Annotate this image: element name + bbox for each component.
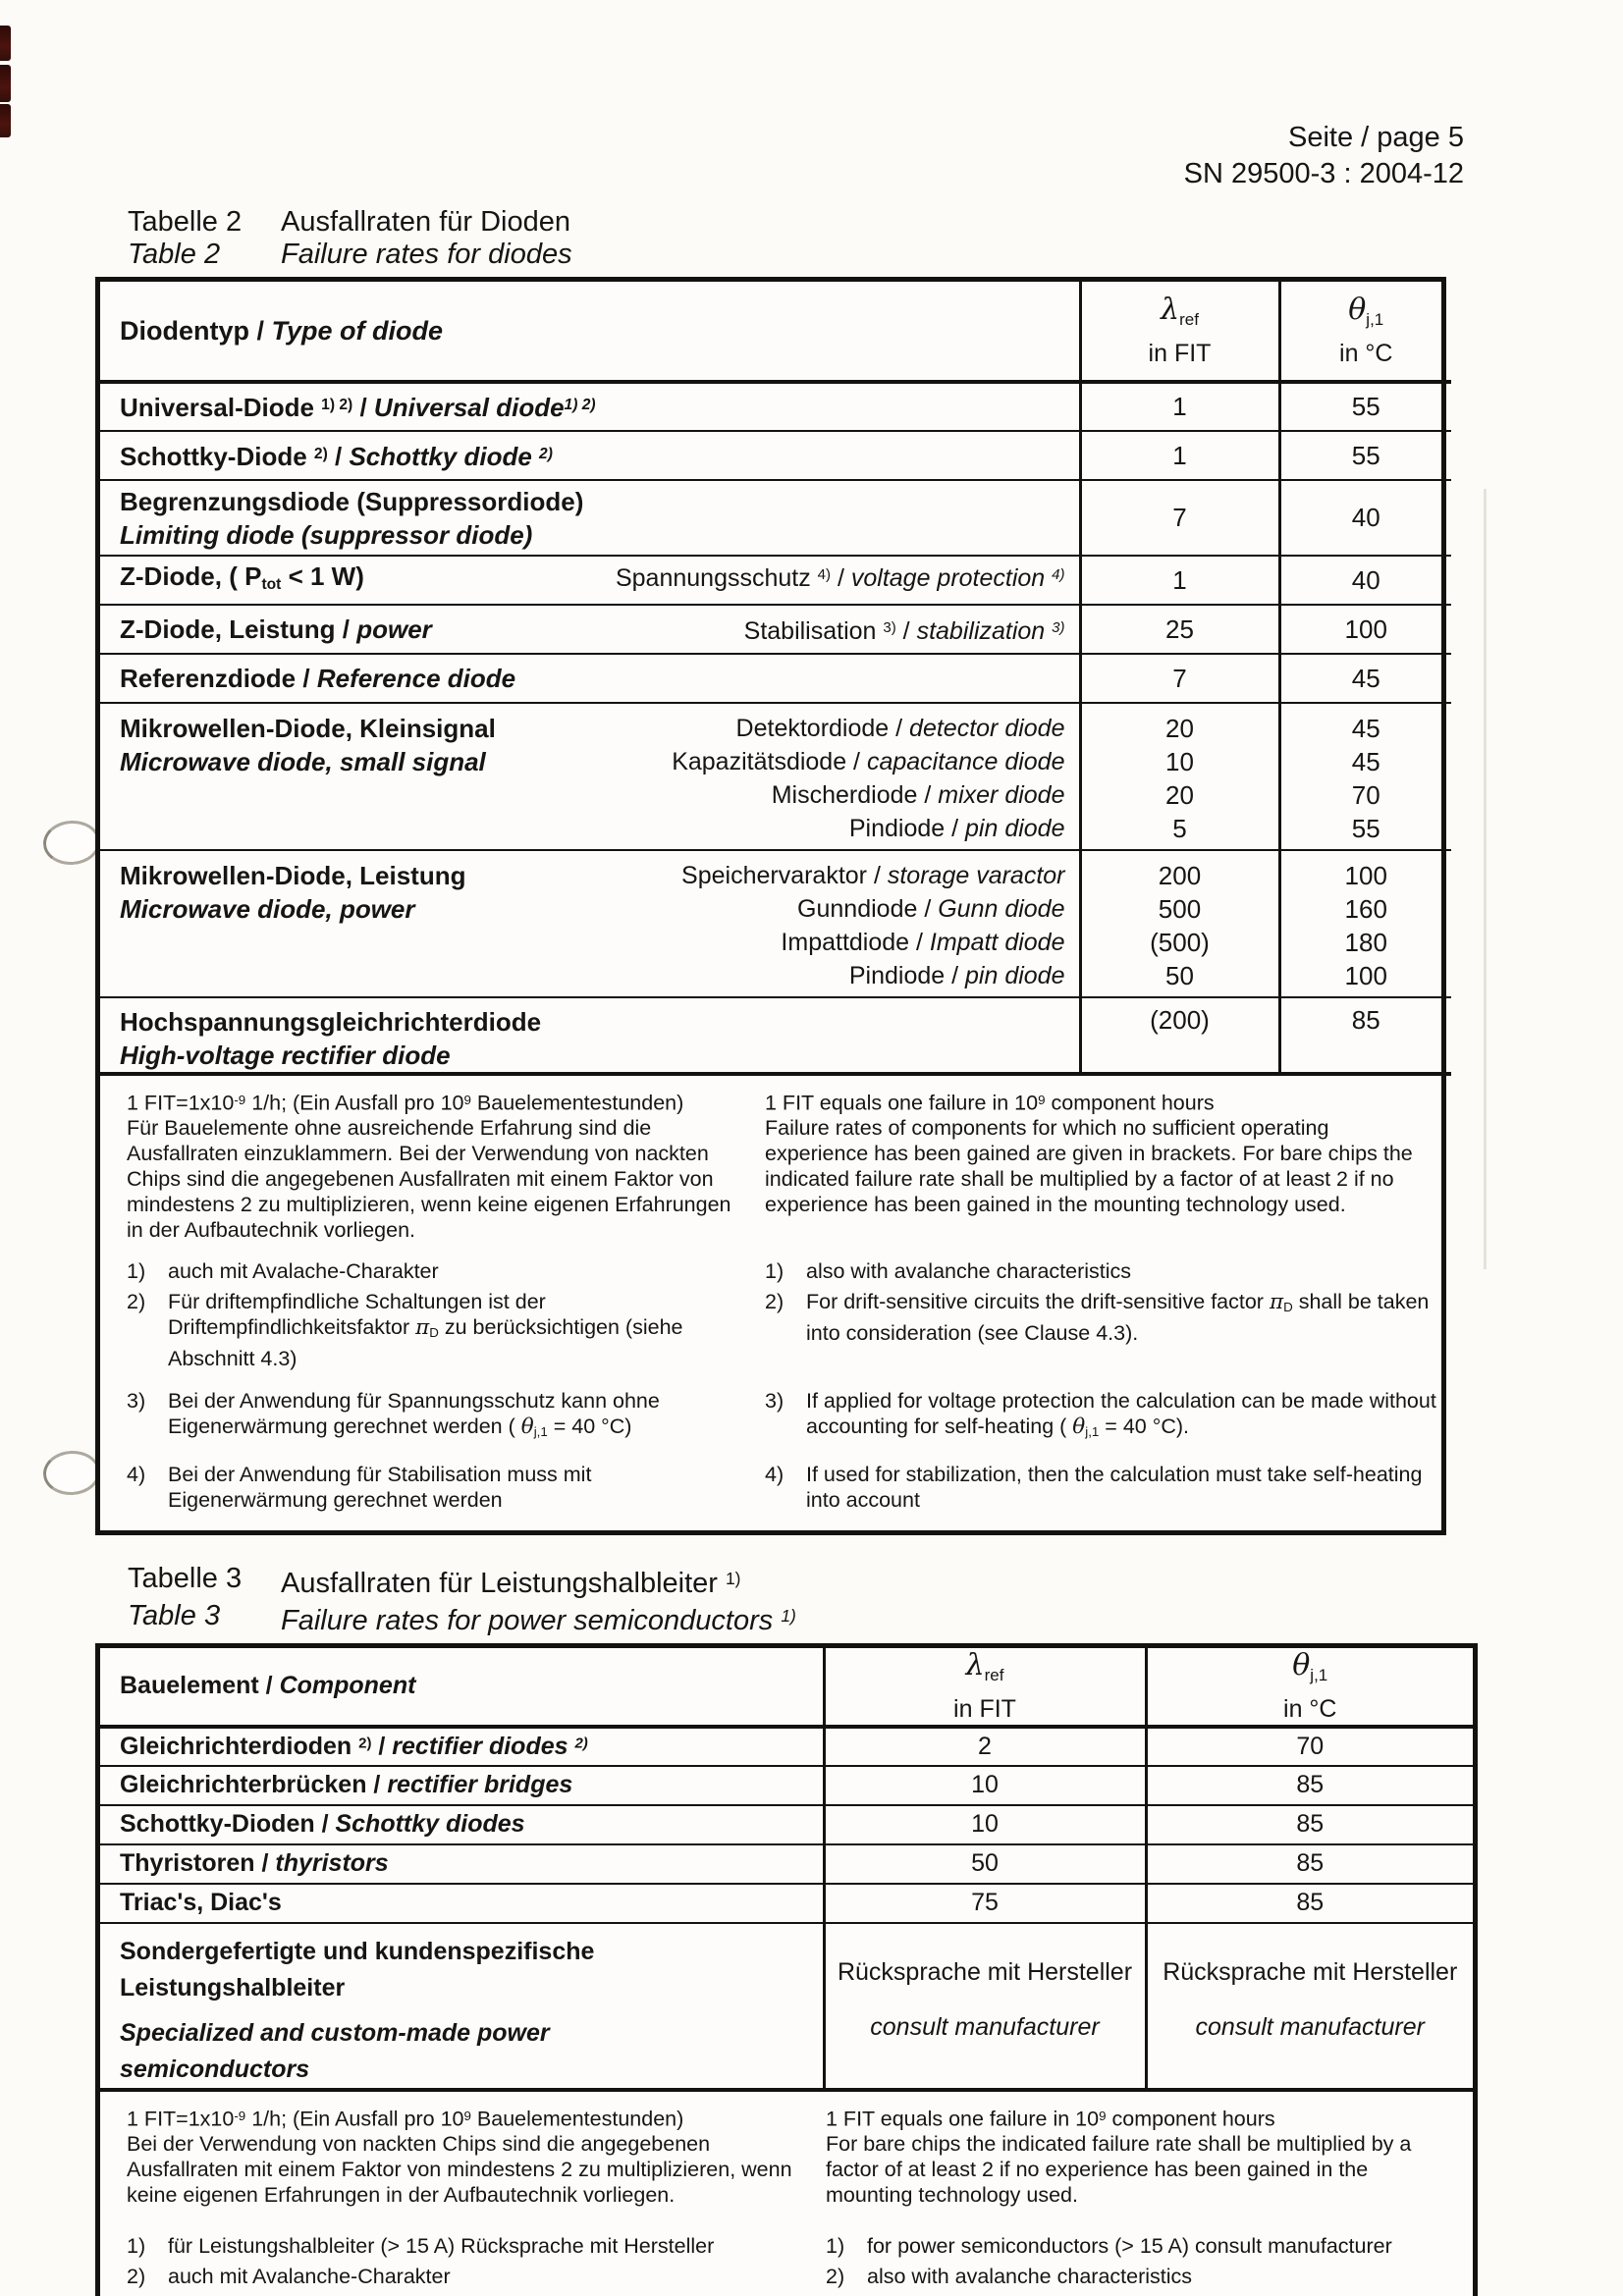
theta-subscript: j,1	[1310, 1665, 1328, 1684]
label-separator: /	[296, 664, 317, 693]
usage-en: Impatt diode	[929, 929, 1065, 956]
theta-subscript: j,1	[533, 1424, 548, 1440]
usage-en: Gunn diode	[938, 895, 1065, 923]
caption-label: Table 2	[128, 239, 221, 270]
standard-number: SN 29500-3 : 2004-12	[1183, 158, 1464, 189]
theta-value: 55	[1351, 814, 1380, 843]
footnote-item-2	[127, 2264, 1459, 2289]
footnote-number: 1)	[127, 1259, 146, 1284]
punch-hole	[42, 1449, 102, 1497]
footnote-text-de: auch mit Avalache-Charakter	[168, 1259, 439, 1284]
consult-en: consult manufacturer	[870, 2012, 1100, 2041]
lambda-value: 200	[1158, 861, 1202, 890]
exponent: 9	[1099, 2108, 1107, 2123]
footnote-text-de	[168, 1289, 745, 1371]
usage-separator: /	[917, 895, 939, 923]
row-reference-diode	[100, 654, 1451, 703]
row-label-de: Mikrowellen-Diode, Kleinsignal	[120, 714, 496, 743]
row-label-de-cont: < 1 W)	[281, 561, 364, 592]
theta-value: 180	[1344, 928, 1387, 957]
footnote-ref: 2)	[313, 445, 328, 462]
usage-en: storage varactor	[887, 862, 1065, 889]
lambda-subscript: ref	[984, 1665, 1004, 1684]
text: Bei der Anwendung für Spannungsschutz kann ohne Eigenerwärmung gerechnet werden (	[168, 1389, 660, 1439]
usage-line	[672, 745, 1064, 778]
row-schottky-diode	[100, 431, 1451, 480]
footnote-number: 2)	[127, 1290, 146, 1314]
fit-def: 1/h; (Ein Ausfall pro 10	[245, 2107, 464, 2131]
fit-def: 1 FIT equals one failure in 10	[765, 1091, 1039, 1115]
fit-def: 1 FIT equals one failure in 10	[826, 2107, 1100, 2131]
table3-footnotes-row	[100, 2090, 1473, 2296]
page-header	[95, 120, 1478, 192]
footnote-text: Bei der Verwendung von nackten Chips sind die angegebenen Ausfallraten mit einem Faktor von mindestens 2 zu multiplizieren, wenn keine eigenen Erfahrungen in der Aufbautechnik vorliegen.	[127, 2132, 792, 2208]
footnote-number: 2)	[127, 2265, 146, 2289]
row-label-en: Schottky diode	[349, 442, 540, 471]
caption-label: Table 3	[128, 1600, 221, 1631]
row-rectifier-bridges	[100, 1766, 1473, 1805]
text: = 40 °C).	[1099, 1415, 1189, 1439]
footnote-text-en	[806, 1289, 1437, 1371]
footnote-ref: 4)	[817, 565, 832, 583]
usage-en: stabilization	[916, 616, 1053, 645]
usage-separator: /	[895, 616, 917, 645]
row-label-en: Schottky diodes	[335, 1810, 525, 1839]
footnote-number: 1)	[127, 2234, 146, 2259]
fit-def: component hours	[1106, 2107, 1275, 2131]
usage-de: Gunndiode	[797, 895, 918, 923]
lambda-value: 20	[1165, 714, 1194, 743]
usage-de: Kapazitätsdiode	[672, 748, 847, 775]
scan-edge-shadow	[1484, 489, 1487, 1269]
row-label-en: rectifier bridges	[387, 1771, 573, 1799]
table3-caption-en	[128, 1600, 1478, 1637]
usage-en: pin diode	[965, 962, 1065, 989]
row-label-de: Universal-Diode	[120, 393, 322, 423]
theta-value: 55	[1279, 382, 1451, 431]
row-z-diode-voltage-protection	[100, 556, 1451, 605]
row-microwave-diode-power	[100, 850, 1451, 997]
usage-en: capacitance diode	[866, 748, 1065, 775]
row-label-en: Microwave diode, power	[120, 894, 415, 924]
row-label-de: Hochspannungsgleichrichterdiode	[120, 1007, 542, 1037]
footnote-text-en: for power semiconductors (> 15 A) consult manufacturer	[867, 2234, 1392, 2259]
lambda-value: 1	[1080, 431, 1279, 480]
lambda-value: 50	[824, 1844, 1146, 1884]
lambda-value: 25	[1080, 605, 1279, 654]
theta-header	[1279, 282, 1451, 382]
footnote-text-de	[168, 1388, 745, 1445]
usage-separator: /	[945, 815, 966, 842]
footnote-intro-de	[127, 2104, 826, 2208]
pi-symbol: π	[415, 1315, 430, 1341]
lambda-value: 7	[1080, 654, 1279, 703]
theta-value: 45	[1351, 714, 1380, 743]
row-label-en: Specialized and custom-made power	[120, 2018, 550, 2047]
footnote-text-en: also with avalanche characteristics	[867, 2265, 1193, 2289]
lambda-value: 50	[1165, 961, 1194, 990]
scan-edge-artifact	[0, 26, 11, 61]
row-label-en: rectifier diodes	[392, 1732, 575, 1760]
text: = 40 °C)	[547, 1415, 632, 1439]
theta-symbol: θ	[1292, 1647, 1311, 1682]
usage-separator: /	[831, 563, 851, 592]
punch-hole	[42, 819, 102, 867]
usage-en: mixer diode	[938, 781, 1065, 809]
row-label-en-cont: semiconductors	[120, 2055, 310, 2083]
diode-type-header	[100, 282, 1080, 382]
theta-value: 85	[1146, 1844, 1473, 1884]
footnote-ref: 1)	[781, 1606, 796, 1626]
theta-value: 85	[1279, 997, 1451, 1074]
theta-unit: in °C	[1339, 339, 1393, 367]
label-separator: /	[327, 442, 350, 471]
table-header-row	[100, 1648, 1473, 1727]
label-separator: /	[371, 1732, 393, 1760]
row-label-de-cont: Leistungshalbleiter	[120, 1973, 346, 2002]
scan-edge-artifact	[0, 65, 11, 102]
lambda-value: 1	[1080, 382, 1279, 431]
footnote-ref: 2)	[358, 1735, 372, 1752]
row-label-de: Referenzdiode	[120, 664, 297, 693]
footnote-ref: 1) 2)	[321, 397, 353, 414]
footnote-text: Für Bauelemente ohne ausreichende Erfahrung sind die Ausfallraten einzuklammern. Bei der Verwendung von nackten Chips sind die angegebenen Ausfallraten mit einem Faktor von mindestens 2 zu multiplizieren, wenn keine eigenen Erfahrungen in der Aufbautechnik vorliegen.	[127, 1116, 731, 1243]
footnote-number: 2)	[826, 2265, 845, 2289]
pi-subscript: D	[1283, 1300, 1293, 1315]
footnote-number: 1)	[765, 1259, 784, 1284]
usage-en: pin diode	[965, 815, 1065, 842]
row-label-de: Gleichrichterbrücken	[120, 1771, 367, 1799]
theta-value: 45	[1351, 747, 1380, 776]
failure-rates-diodes-table	[95, 277, 1446, 1535]
ptot-subscript: tot	[261, 576, 282, 594]
lambda-value: 75	[824, 1884, 1146, 1923]
fit-def: Bauelementestunden)	[470, 2107, 684, 2131]
row-label-en: thyristors	[275, 1849, 389, 1878]
header-de: Diodentyp	[120, 315, 249, 346]
caption-text	[281, 1563, 740, 1600]
footnote-intro-en	[826, 2104, 1459, 2208]
scan-edge-artifact	[0, 104, 11, 137]
row-schottky-diodes	[100, 1805, 1473, 1844]
caption-label: Tabelle 2	[128, 206, 243, 238]
table3-footnotes	[100, 2092, 1473, 2296]
header-en: Type of diode	[271, 315, 444, 346]
lambda-value: (500)	[1150, 928, 1210, 957]
lambda-values	[1080, 850, 1279, 997]
usage-de: Pindiode	[848, 962, 946, 989]
header-de: Bauelement	[120, 1672, 259, 1700]
lambda-unit: in FIT	[953, 1694, 1016, 1723]
footnote-item-3	[127, 1388, 1437, 1445]
usage-en: detector diode	[909, 715, 1065, 742]
row-label-en: Reference diode	[316, 664, 516, 693]
table2-footnotes	[100, 1076, 1451, 1530]
lambda-value: 5	[1172, 814, 1187, 843]
fit-def: Bauelementestunden)	[470, 1091, 684, 1115]
lambda-value: (200)	[1080, 997, 1279, 1074]
theta-value: 100	[1344, 961, 1387, 990]
footnote-text: Failure rates of components for which no sufficient operating experience has been gained are given in brackets. For bare chips the indicated failure rate shall be multiplied by a factor of at least 2 if no experience has been gained in the mounting technology used.	[765, 1116, 1413, 1217]
theta-header	[1146, 1648, 1473, 1727]
text: zu berücksichtigen (siehe Abschnitt 4.3)	[168, 1315, 683, 1371]
footnote-number: 3)	[127, 1389, 146, 1414]
row-label-en: Microwave diode, small signal	[120, 747, 486, 776]
row-label-de: Begrenzungsdiode (Suppressordiode)	[120, 486, 584, 516]
text: Für driftempfindliche Schaltungen ist der Driftempfindlichkeitsfaktor	[168, 1290, 546, 1340]
caption-text: Failure rates for diodes	[281, 239, 572, 270]
row-label-en: power	[356, 614, 432, 645]
footnote-intro-de	[127, 1088, 765, 1243]
footnote-item-4	[127, 1462, 1437, 1513]
row-label-de: Schottky-Dioden	[120, 1810, 315, 1839]
row-label-de: Mikrowellen-Diode, Leistung	[120, 861, 466, 890]
component-header	[100, 1648, 824, 1727]
label-separator: /	[335, 614, 357, 645]
lambda-value: 2	[824, 1727, 1146, 1766]
table2-caption-de	[128, 206, 1478, 239]
caption-label: Tabelle 3	[128, 1563, 243, 1595]
row-label-de: Sondergefertigte und kundenspezifische	[120, 1937, 595, 1965]
row-label-en: High-voltage rectifier diode	[120, 1041, 451, 1070]
header-separator: /	[258, 1672, 280, 1700]
footnote-ref: 3)	[1052, 618, 1065, 636]
footnote-ref: 3)	[883, 618, 896, 636]
footnote-text-de: für Leistungshalbleiter (> 15 A) Rücksprache mit Hersteller	[168, 2234, 715, 2259]
lambda-value: 10	[1165, 747, 1194, 776]
row-label-de: Z-Diode, Leistung	[120, 614, 336, 645]
row-limiting-diode	[100, 480, 1451, 556]
footnote-text: For bare chips the indicated failure rate shall be multiplied by a factor of at least 2 if no experience has been gained in the mounting technology used.	[826, 2132, 1412, 2208]
text: For drift-sensitive circuits the drift-sensitive factor	[806, 1290, 1270, 1314]
footnote-text-en: If used for stabilization, then the calculation must take self-heating into account	[806, 1463, 1423, 1513]
footnote-item-2	[127, 1289, 1437, 1371]
row-high-voltage-rectifier-diode	[100, 997, 1451, 1074]
pi-subscript: D	[429, 1325, 439, 1341]
caption-text: Ausfallraten für Dioden	[281, 206, 570, 238]
usage-de: Mischerdiode	[771, 781, 918, 809]
row-label-de: Schottky-Diode	[120, 442, 314, 471]
usage-separator: /	[846, 748, 867, 775]
table2-caption	[128, 206, 1478, 271]
footnote-number: 4)	[127, 1463, 146, 1487]
footnote-ref: 2)	[539, 445, 553, 462]
row-thyristors	[100, 1844, 1473, 1884]
usage-line	[672, 812, 1064, 845]
lambda-ref-header	[1080, 282, 1279, 382]
table3-caption	[128, 1563, 1478, 1637]
exponent: 9	[1038, 1093, 1046, 1107]
usage-de: Stabilisation	[743, 616, 884, 645]
usage-separator: /	[945, 962, 966, 989]
exponent: -9	[234, 2108, 246, 2123]
table-header-row	[100, 282, 1451, 382]
fit-def: 1 FIT=1x10	[127, 2107, 235, 2131]
label-separator: /	[314, 1810, 336, 1839]
theta-value: 85	[1146, 1884, 1473, 1923]
row-label-de: Triac's, Diac's	[120, 1889, 282, 1917]
footnote-item-1	[127, 1258, 1437, 1284]
theta-value: 40	[1279, 480, 1451, 556]
header-en: Component	[279, 1672, 416, 1700]
usage-de: Impattdiode	[781, 929, 910, 956]
theta-value: 100	[1279, 605, 1451, 654]
row-triacs-diacs	[100, 1884, 1473, 1923]
header-separator: /	[249, 315, 272, 346]
footnote-ref: 1)	[725, 1569, 741, 1589]
lambda-symbol: λ	[1161, 293, 1180, 328]
label-separator: /	[352, 393, 374, 423]
row-label-en: Limiting diode (suppressor diode)	[120, 519, 533, 550]
label-separator: /	[366, 1771, 388, 1799]
lambda-unit: in FIT	[1148, 339, 1212, 367]
row-microwave-diode-small-signal	[100, 703, 1451, 850]
row-label-de: Z-Diode, ( P	[120, 561, 262, 592]
theta-values	[1279, 850, 1451, 997]
usage-de: Pindiode	[848, 815, 946, 842]
fit-def: 1/h; (Ein Ausfall pro 10	[245, 1091, 464, 1115]
usage-separator: /	[909, 929, 930, 956]
failure-rates-power-semiconductors-table	[95, 1643, 1478, 2296]
usage-separator: /	[867, 862, 888, 889]
table3-caption-de	[128, 1563, 1478, 1600]
text: If applied for voltage protection the calculation can be made without accounting for self-heating (	[806, 1389, 1436, 1439]
row-custom-power-semiconductors	[100, 1923, 1473, 2090]
lambda-value: 10	[824, 1805, 1146, 1844]
usage-line	[672, 712, 1064, 745]
footnote-text-en: also with avalanche characteristics	[806, 1259, 1132, 1284]
usage-line	[672, 778, 1064, 812]
usage-en: voltage protection	[850, 563, 1053, 592]
theta-value: 45	[1279, 654, 1451, 703]
consult-de: Rücksprache mit Hersteller	[837, 1957, 1133, 1986]
row-z-diode-power	[100, 605, 1451, 654]
pi-symbol: π	[1269, 1290, 1284, 1315]
lambda-value: 7	[1080, 480, 1279, 556]
lambda-subscript: ref	[1179, 309, 1199, 329]
text: Failure rates for power semiconductors	[281, 1604, 782, 1636]
lambda-value: 20	[1165, 780, 1194, 810]
usage-separator: /	[889, 715, 910, 742]
consult-de: Rücksprache mit Hersteller	[1163, 1957, 1458, 1986]
footnote-text-de: auch mit Avalanche-Charakter	[168, 2265, 451, 2289]
usage-separator: /	[917, 781, 939, 809]
lambda-value: 500	[1158, 894, 1202, 924]
theta-value: 85	[1146, 1805, 1473, 1844]
theta-symbol: θ	[1348, 293, 1367, 328]
footnote-intro-en	[765, 1088, 1437, 1243]
label-separator: /	[254, 1849, 276, 1878]
footnote-item-1	[127, 2233, 1459, 2259]
numbered-footnotes	[127, 2233, 1459, 2289]
lambda-ref-header	[824, 1648, 1146, 1727]
table2-footnotes-row	[100, 1074, 1451, 1530]
theta-value: 100	[1344, 861, 1387, 890]
text: Ausfallraten für Leistungshalbleiter	[281, 1568, 726, 1599]
footnote-text-en	[806, 1388, 1437, 1445]
theta-value: 55	[1279, 431, 1451, 480]
theta-symbol: θ	[520, 1415, 534, 1440]
consult-manufacturer-note	[1148, 1934, 1474, 2042]
usage-de: Speichervaraktor	[681, 862, 868, 889]
footnote-number: 1)	[826, 2234, 845, 2259]
theta-value: 70	[1351, 780, 1380, 810]
exponent: -9	[234, 1093, 246, 1107]
lambda-value: 1	[1080, 556, 1279, 605]
usage-line	[681, 892, 1064, 926]
usage-line	[681, 926, 1064, 959]
footnote-ref: 1) 2)	[564, 397, 596, 414]
lambda-symbol: λ	[965, 1647, 985, 1682]
usage-de: Detektordiode	[735, 715, 890, 742]
theta-subscript: j,1	[1085, 1424, 1100, 1440]
table2-caption-en	[128, 239, 1478, 271]
numbered-footnotes	[127, 1258, 1437, 1513]
theta-unit: in °C	[1283, 1694, 1337, 1723]
lambda-values	[1080, 703, 1279, 850]
fit-def: component hours	[1045, 1091, 1215, 1115]
footnote-number: 4)	[765, 1463, 784, 1487]
row-label-en: Universal diode	[373, 393, 565, 423]
theta-value: 40	[1279, 556, 1451, 605]
theta-value: 160	[1344, 894, 1387, 924]
footnote-number: 2)	[765, 1290, 784, 1314]
row-rectifier-diodes	[100, 1727, 1473, 1766]
exponent: 9	[463, 2108, 471, 2123]
footnote-text-de: Bei der Anwendung für Stabilisation muss mit Eigenerwärmung gerechnet werden	[168, 1463, 592, 1513]
theta-values	[1279, 703, 1451, 850]
caption-text	[281, 1600, 796, 1637]
consult-manufacturer-note	[826, 1934, 1145, 2042]
footnote-ref: 2)	[574, 1735, 588, 1752]
theta-subscript: j,1	[1366, 309, 1384, 329]
row-universal-diode	[100, 382, 1451, 431]
usage-line	[681, 859, 1064, 892]
footnote-number: 3)	[765, 1389, 784, 1414]
consult-en: consult manufacturer	[1195, 2012, 1425, 2041]
usage-line	[681, 959, 1064, 992]
fit-def: 1 FIT=1x10	[127, 1091, 235, 1115]
text: shall be taken into consideration (see Clause 4.3).	[806, 1290, 1430, 1346]
row-label-de: Gleichrichterdioden	[120, 1732, 359, 1760]
exponent: 9	[463, 1093, 471, 1107]
page-number: Seite / page 5	[1288, 122, 1464, 153]
footnote-ref: 4)	[1052, 565, 1065, 583]
lambda-value: 10	[824, 1766, 1146, 1805]
theta-value: 70	[1146, 1727, 1473, 1766]
usage-de: Spannungsschutz	[615, 563, 818, 592]
theta-symbol: θ	[1072, 1415, 1086, 1440]
theta-value: 85	[1146, 1766, 1473, 1805]
row-label-de: Thyristoren	[120, 1849, 255, 1878]
